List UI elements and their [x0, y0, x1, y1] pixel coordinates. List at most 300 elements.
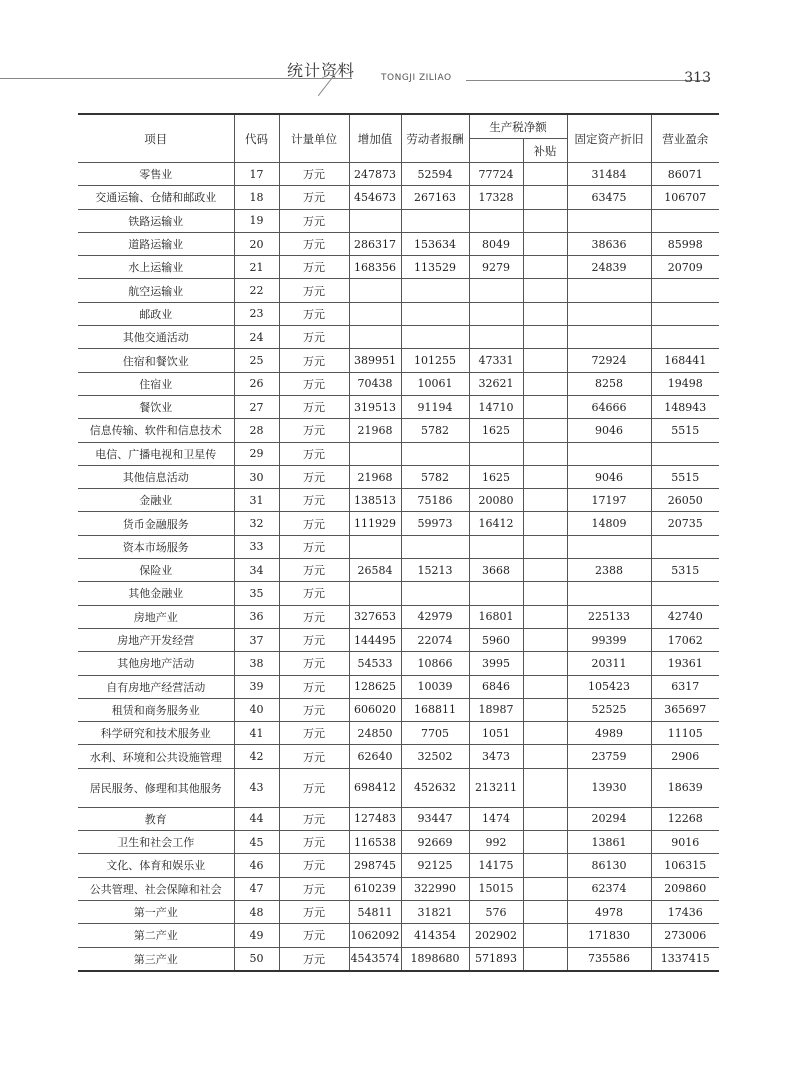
- cell-surplus: [651, 326, 719, 349]
- cell-subsidy: [523, 877, 567, 900]
- cell-unit: 万元: [279, 854, 349, 877]
- cell-net-tax: 1051: [469, 722, 523, 745]
- table-row: [78, 186, 719, 209]
- cell-net-tax: [469, 582, 523, 605]
- cell-depreciation: [567, 535, 651, 558]
- cell-depreciation: 171830: [567, 924, 651, 947]
- cell-item-name: 道路运输业: [78, 232, 234, 255]
- cell-unit: 万元: [279, 419, 349, 442]
- col-header-net-tax-blank: [469, 139, 523, 163]
- cell-depreciation: 4978: [567, 900, 651, 923]
- cell-depreciation: [567, 582, 651, 605]
- cell-subsidy: [523, 582, 567, 605]
- table-row: [78, 302, 719, 325]
- cell-subsidy: [523, 831, 567, 854]
- table-row: [78, 652, 719, 675]
- cell-surplus: 20735: [651, 512, 719, 535]
- cell-labor-comp: 101255: [401, 349, 469, 372]
- cell-labor-comp: 31821: [401, 900, 469, 923]
- cell-item-name: 其他信息活动: [78, 465, 234, 488]
- table-row: [78, 877, 719, 900]
- table-row: [78, 512, 719, 535]
- cell-unit: 万元: [279, 768, 349, 807]
- cell-depreciation: 86130: [567, 854, 651, 877]
- cell-depreciation: 13861: [567, 831, 651, 854]
- cell-code: 33: [234, 535, 279, 558]
- cell-depreciation: 735586: [567, 947, 651, 971]
- cell-item-name: 餐饮业: [78, 395, 234, 418]
- cell-code: 26: [234, 372, 279, 395]
- cell-unit: 万元: [279, 877, 349, 900]
- cell-code: 47: [234, 877, 279, 900]
- cell-value-added: 54811: [349, 900, 401, 923]
- cell-labor-comp: [401, 326, 469, 349]
- cell-depreciation: 38636: [567, 232, 651, 255]
- cell-depreciation: 13930: [567, 768, 651, 807]
- cell-net-tax: [469, 302, 523, 325]
- cell-code: 42: [234, 745, 279, 768]
- cell-value-added: [349, 442, 401, 465]
- cell-subsidy: [523, 900, 567, 923]
- cell-surplus: 106707: [651, 186, 719, 209]
- cell-value-added: [349, 582, 401, 605]
- cell-net-tax: 16412: [469, 512, 523, 535]
- cell-value-added: 62640: [349, 745, 401, 768]
- cell-code: 25: [234, 349, 279, 372]
- cell-depreciation: 2388: [567, 559, 651, 582]
- table-row: [78, 256, 719, 279]
- table-row: [78, 582, 719, 605]
- cell-value-added: 21968: [349, 419, 401, 442]
- cell-code: 17: [234, 163, 279, 186]
- table-row: [78, 232, 719, 255]
- cell-surplus: [651, 209, 719, 232]
- cell-labor-comp: 15213: [401, 559, 469, 582]
- cell-item-name: 其他金融业: [78, 582, 234, 605]
- cell-code: 18: [234, 186, 279, 209]
- cell-surplus: 17062: [651, 628, 719, 651]
- cell-net-tax: [469, 209, 523, 232]
- cell-net-tax: [469, 326, 523, 349]
- cell-item-name: 金融业: [78, 489, 234, 512]
- cell-surplus: 42740: [651, 605, 719, 628]
- statistics-table: [78, 113, 719, 972]
- cell-unit: 万元: [279, 465, 349, 488]
- cell-subsidy: [523, 232, 567, 255]
- cell-code: 30: [234, 465, 279, 488]
- cell-unit: 万元: [279, 489, 349, 512]
- cell-net-tax: 213211: [469, 768, 523, 807]
- cell-item-name: 交通运输、仓储和邮政业: [78, 186, 234, 209]
- cell-unit: 万元: [279, 232, 349, 255]
- cell-labor-comp: 75186: [401, 489, 469, 512]
- table-row: [78, 628, 719, 651]
- cell-item-name: 第三产业: [78, 947, 234, 971]
- cell-value-added: 70438: [349, 372, 401, 395]
- cell-depreciation: 20311: [567, 652, 651, 675]
- cell-code: 34: [234, 559, 279, 582]
- cell-subsidy: [523, 186, 567, 209]
- table-row: [78, 489, 719, 512]
- cell-labor-comp: [401, 582, 469, 605]
- cell-subsidy: [523, 489, 567, 512]
- cell-code: 32: [234, 512, 279, 535]
- cell-net-tax: 1625: [469, 465, 523, 488]
- cell-value-added: 286317: [349, 232, 401, 255]
- cell-value-added: 1062092: [349, 924, 401, 947]
- cell-subsidy: [523, 372, 567, 395]
- cell-subsidy: [523, 163, 567, 186]
- cell-value-added: 298745: [349, 854, 401, 877]
- cell-item-name: 零售业: [78, 163, 234, 186]
- cell-labor-comp: 52594: [401, 163, 469, 186]
- table-row: [78, 535, 719, 558]
- cell-labor-comp: [401, 302, 469, 325]
- cell-surplus: 5315: [651, 559, 719, 582]
- cell-labor-comp: 10061: [401, 372, 469, 395]
- cell-surplus: 86071: [651, 163, 719, 186]
- cell-subsidy: [523, 512, 567, 535]
- cell-surplus: 2906: [651, 745, 719, 768]
- cell-value-added: 127483: [349, 807, 401, 830]
- cell-labor-comp: [401, 442, 469, 465]
- cell-item-name: 货币金融服务: [78, 512, 234, 535]
- col-header-surplus: 营业盈余: [651, 114, 719, 163]
- cell-value-added: 4543574: [349, 947, 401, 971]
- table-row: [78, 768, 719, 807]
- cell-unit: 万元: [279, 628, 349, 651]
- cell-item-name: 房地产业: [78, 605, 234, 628]
- col-header-code: 代码: [234, 114, 279, 163]
- cell-surplus: 148943: [651, 395, 719, 418]
- cell-item-name: 房地产开发经营: [78, 628, 234, 651]
- cell-value-added: 247873: [349, 163, 401, 186]
- cell-code: 44: [234, 807, 279, 830]
- cell-item-name: 航空运输业: [78, 279, 234, 302]
- section-title: 统计资料: [287, 61, 356, 80]
- cell-unit: 万元: [279, 442, 349, 465]
- cell-code: 23: [234, 302, 279, 325]
- cell-item-name: 资本市场服务: [78, 535, 234, 558]
- cell-surplus: 106315: [651, 854, 719, 877]
- table-row: [78, 900, 719, 923]
- cell-net-tax: 20080: [469, 489, 523, 512]
- cell-item-name: 水上运输业: [78, 256, 234, 279]
- cell-item-name: 住宿和餐饮业: [78, 349, 234, 372]
- cell-item-name: 租赁和商务服务业: [78, 698, 234, 721]
- cell-unit: 万元: [279, 349, 349, 372]
- cell-surplus: 20709: [651, 256, 719, 279]
- page-number: 313: [684, 70, 711, 86]
- cell-subsidy: [523, 256, 567, 279]
- header-rule-right: [466, 80, 708, 81]
- cell-surplus: 12268: [651, 807, 719, 830]
- cell-subsidy: [523, 652, 567, 675]
- cell-item-name: 自有房地产经营活动: [78, 675, 234, 698]
- cell-value-added: [349, 302, 401, 325]
- cell-code: 21: [234, 256, 279, 279]
- cell-labor-comp: 267163: [401, 186, 469, 209]
- cell-subsidy: [523, 745, 567, 768]
- cell-value-added: 698412: [349, 768, 401, 807]
- cell-value-added: 319513: [349, 395, 401, 418]
- cell-item-name: 卫生和社会工作: [78, 831, 234, 854]
- cell-subsidy: [523, 465, 567, 488]
- cell-unit: 万元: [279, 652, 349, 675]
- cell-unit: 万元: [279, 559, 349, 582]
- cell-item-name: 文化、体育和娱乐业: [78, 854, 234, 877]
- cell-value-added: 54533: [349, 652, 401, 675]
- col-header-net-tax: 生产税净额: [469, 114, 567, 139]
- cell-net-tax: 202902: [469, 924, 523, 947]
- cell-depreciation: [567, 279, 651, 302]
- cell-code: 50: [234, 947, 279, 971]
- cell-code: 40: [234, 698, 279, 721]
- cell-net-tax: 6846: [469, 675, 523, 698]
- cell-net-tax: [469, 535, 523, 558]
- cell-value-added: 610239: [349, 877, 401, 900]
- table-row: [78, 605, 719, 628]
- table-row: [78, 854, 719, 877]
- cell-value-added: 21968: [349, 465, 401, 488]
- cell-code: 28: [234, 419, 279, 442]
- table-row: [78, 807, 719, 830]
- table-row: [78, 395, 719, 418]
- cell-net-tax: 576: [469, 900, 523, 923]
- cell-labor-comp: 92125: [401, 854, 469, 877]
- cell-item-name: 公共管理、社会保障和社会: [78, 877, 234, 900]
- cell-code: 19: [234, 209, 279, 232]
- cell-net-tax: 47331: [469, 349, 523, 372]
- cell-surplus: 5515: [651, 419, 719, 442]
- cell-depreciation: [567, 302, 651, 325]
- cell-depreciation: 20294: [567, 807, 651, 830]
- cell-unit: 万元: [279, 279, 349, 302]
- cell-net-tax: 17328: [469, 186, 523, 209]
- cell-net-tax: 18987: [469, 698, 523, 721]
- cell-net-tax: 571893: [469, 947, 523, 971]
- cell-unit: 万元: [279, 395, 349, 418]
- cell-item-name: 住宿业: [78, 372, 234, 395]
- cell-labor-comp: 1898680: [401, 947, 469, 971]
- cell-net-tax: 15015: [469, 877, 523, 900]
- cell-depreciation: 72924: [567, 349, 651, 372]
- cell-depreciation: [567, 326, 651, 349]
- table-row: [78, 698, 719, 721]
- cell-unit: 万元: [279, 163, 349, 186]
- cell-surplus: 19361: [651, 652, 719, 675]
- cell-subsidy: [523, 924, 567, 947]
- table-row: [78, 947, 719, 971]
- cell-value-added: 389951: [349, 349, 401, 372]
- cell-item-name: 电信、广播电视和卫星传: [78, 442, 234, 465]
- cell-code: 41: [234, 722, 279, 745]
- cell-code: 37: [234, 628, 279, 651]
- cell-value-added: 111929: [349, 512, 401, 535]
- cell-net-tax: 3473: [469, 745, 523, 768]
- cell-item-name: 居民服务、修理和其他服务: [78, 768, 234, 807]
- cell-subsidy: [523, 302, 567, 325]
- cell-depreciation: [567, 209, 651, 232]
- col-header-unit: 计量单位: [279, 114, 349, 163]
- cell-depreciation: 17197: [567, 489, 651, 512]
- cell-surplus: 11105: [651, 722, 719, 745]
- cell-subsidy: [523, 722, 567, 745]
- cell-item-name: 水利、环境和公共设施管理: [78, 745, 234, 768]
- cell-value-added: 168356: [349, 256, 401, 279]
- cell-item-name: 其他交通活动: [78, 326, 234, 349]
- table-row: [78, 924, 719, 947]
- cell-labor-comp: [401, 209, 469, 232]
- table-row: [78, 349, 719, 372]
- cell-code: 45: [234, 831, 279, 854]
- cell-net-tax: 16801: [469, 605, 523, 628]
- cell-subsidy: [523, 442, 567, 465]
- cell-value-added: 24850: [349, 722, 401, 745]
- col-header-subsidy: 补贴: [523, 139, 567, 163]
- cell-surplus: 26050: [651, 489, 719, 512]
- cell-unit: 万元: [279, 924, 349, 947]
- cell-value-added: 26584: [349, 559, 401, 582]
- cell-depreciation: 14809: [567, 512, 651, 535]
- cell-net-tax: 992: [469, 831, 523, 854]
- cell-labor-comp: 93447: [401, 807, 469, 830]
- table-body: [78, 163, 719, 971]
- cell-labor-comp: 42979: [401, 605, 469, 628]
- table-row: [78, 465, 719, 488]
- cell-subsidy: [523, 395, 567, 418]
- cell-net-tax: 14175: [469, 854, 523, 877]
- cell-value-added: [349, 535, 401, 558]
- cell-item-name: 铁路运输业: [78, 209, 234, 232]
- cell-code: 48: [234, 900, 279, 923]
- cell-depreciation: 99399: [567, 628, 651, 651]
- cell-code: 31: [234, 489, 279, 512]
- cell-labor-comp: 7705: [401, 722, 469, 745]
- cell-labor-comp: 153634: [401, 232, 469, 255]
- cell-surplus: [651, 279, 719, 302]
- cell-depreciation: 9046: [567, 465, 651, 488]
- cell-value-added: 454673: [349, 186, 401, 209]
- cell-item-name: 第一产业: [78, 900, 234, 923]
- cell-labor-comp: [401, 279, 469, 302]
- cell-surplus: 85998: [651, 232, 719, 255]
- cell-depreciation: 8258: [567, 372, 651, 395]
- cell-net-tax: [469, 442, 523, 465]
- cell-code: 22: [234, 279, 279, 302]
- table-row: [78, 675, 719, 698]
- cell-item-name: 第二产业: [78, 924, 234, 947]
- cell-subsidy: [523, 559, 567, 582]
- cell-item-name: 信息传输、软件和信息技术: [78, 419, 234, 442]
- cell-labor-comp: 32502: [401, 745, 469, 768]
- cell-subsidy: [523, 628, 567, 651]
- cell-unit: 万元: [279, 256, 349, 279]
- cell-labor-comp: 59973: [401, 512, 469, 535]
- cell-unit: 万元: [279, 900, 349, 923]
- cell-labor-comp: 168811: [401, 698, 469, 721]
- cell-item-name: 其他房地产活动: [78, 652, 234, 675]
- cell-net-tax: 8049: [469, 232, 523, 255]
- cell-code: 36: [234, 605, 279, 628]
- cell-net-tax: 77724: [469, 163, 523, 186]
- cell-depreciation: 63475: [567, 186, 651, 209]
- cell-subsidy: [523, 698, 567, 721]
- cell-unit: 万元: [279, 535, 349, 558]
- section-subtitle: TONGJI ZILIAO: [381, 73, 452, 83]
- cell-labor-comp: 10866: [401, 652, 469, 675]
- cell-surplus: 209860: [651, 877, 719, 900]
- cell-labor-comp: 322990: [401, 877, 469, 900]
- cell-depreciation: 52525: [567, 698, 651, 721]
- cell-labor-comp: 22074: [401, 628, 469, 651]
- col-header-depreciation: 固定资产折旧: [567, 114, 651, 163]
- cell-net-tax: 32621: [469, 372, 523, 395]
- cell-labor-comp: 91194: [401, 395, 469, 418]
- cell-subsidy: [523, 605, 567, 628]
- cell-unit: 万元: [279, 698, 349, 721]
- cell-value-added: 144495: [349, 628, 401, 651]
- cell-surplus: 168441: [651, 349, 719, 372]
- cell-subsidy: [523, 854, 567, 877]
- cell-net-tax: 3995: [469, 652, 523, 675]
- table-row: [78, 279, 719, 302]
- cell-subsidy: [523, 947, 567, 971]
- cell-subsidy: [523, 349, 567, 372]
- cell-code: 39: [234, 675, 279, 698]
- cell-surplus: 5515: [651, 465, 719, 488]
- cell-surplus: 365697: [651, 698, 719, 721]
- cell-unit: 万元: [279, 675, 349, 698]
- cell-net-tax: 1474: [469, 807, 523, 830]
- cell-depreciation: 23759: [567, 745, 651, 768]
- cell-labor-comp: 92669: [401, 831, 469, 854]
- cell-net-tax: 14710: [469, 395, 523, 418]
- cell-net-tax: 3668: [469, 559, 523, 582]
- cell-value-added: [349, 279, 401, 302]
- cell-labor-comp: 5782: [401, 419, 469, 442]
- cell-unit: 万元: [279, 947, 349, 971]
- cell-unit: 万元: [279, 605, 349, 628]
- cell-code: 38: [234, 652, 279, 675]
- cell-surplus: 6317: [651, 675, 719, 698]
- cell-depreciation: 62374: [567, 877, 651, 900]
- table-row: [78, 326, 719, 349]
- cell-unit: 万元: [279, 326, 349, 349]
- cell-net-tax: 9279: [469, 256, 523, 279]
- col-header-labor-comp: 劳动者报酬: [401, 114, 469, 163]
- cell-unit: 万元: [279, 209, 349, 232]
- cell-surplus: [651, 582, 719, 605]
- table-row: [78, 831, 719, 854]
- table-row: [78, 372, 719, 395]
- cell-item-name: 科学研究和技术服务业: [78, 722, 234, 745]
- table-row: [78, 163, 719, 186]
- cell-subsidy: [523, 768, 567, 807]
- cell-code: 27: [234, 395, 279, 418]
- cell-value-added: 138513: [349, 489, 401, 512]
- cell-labor-comp: 5782: [401, 465, 469, 488]
- cell-code: 29: [234, 442, 279, 465]
- cell-depreciation: [567, 442, 651, 465]
- cell-labor-comp: 113529: [401, 256, 469, 279]
- cell-net-tax: [469, 279, 523, 302]
- cell-value-added: [349, 326, 401, 349]
- cell-unit: 万元: [279, 745, 349, 768]
- cell-depreciation: 4989: [567, 722, 651, 745]
- cell-unit: 万元: [279, 372, 349, 395]
- cell-surplus: [651, 535, 719, 558]
